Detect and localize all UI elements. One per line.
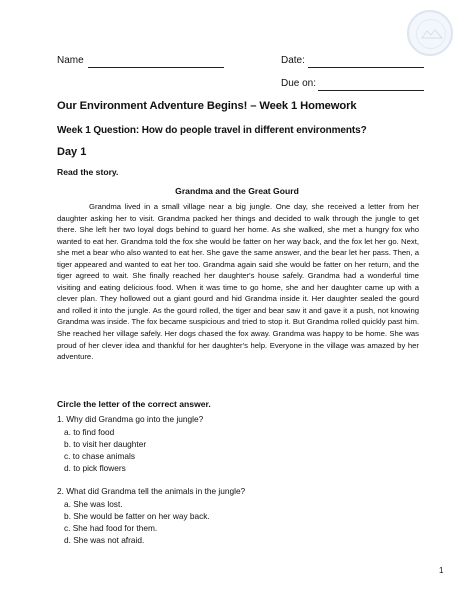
date-field[interactable] [308,67,424,68]
question-2-option-b[interactable]: b. She would be fatter on her way back. [64,511,210,521]
question-1: 1. Why did Grandma go into the jungle? [57,414,204,424]
circle-instruction: Circle the letter of the correct answer. [57,399,211,409]
question-1-option-d[interactable]: d. to pick flowers [64,463,126,473]
page-title: Our Environment Adventure Begins! – Week 1 Homework [57,100,357,112]
question-2-option-c[interactable]: c. She had food for them. [64,523,158,533]
date-label: Date: [281,55,305,66]
question-1-option-a[interactable]: a. to find food [64,427,115,437]
school-seal-logo [407,10,453,56]
question-1-option-b[interactable]: b. to visit her daughter [64,439,147,449]
question-2-option-d[interactable]: d. She was not afraid. [64,535,145,545]
read-instruction: Read the story. [57,167,119,177]
question-2: 2. What did Grandma tell the animals in the jungle? [57,486,246,496]
question-1-option-c[interactable]: c. to chase animals [64,451,136,461]
name-field[interactable] [88,67,224,68]
week-question: Week 1 Question: How do people travel in different environments? [57,125,367,136]
page-number: 1 [439,566,444,575]
name-label: Name [57,55,84,66]
day-heading: Day 1 [57,146,87,158]
story-title: Grandma and the Great Gourd [175,186,299,196]
seal-emblem-icon [421,28,443,40]
question-2-option-a[interactable]: a. She was lost. [64,499,123,509]
due-on-label: Due on: [281,78,317,89]
story-text: Grandma lived in a small village near a big jungle. One day, she received a letter from her daughter asking her to visit. Grandma packed her things and decided to walk through the jungle to get there. She left her two loyal dogs behind to guard her home. As she walked, she met a hungry fox who wanted to eat her. Grandma told the fox she would be fatter on her way back, and the fox let her go. Next, she met a bear who also wanted to eat her. She gave the same answer, and the bear let her pass. Then, a tiger appeared and wanted to eat her too. Grandma again said she would be fatter on her return, and the tiger agreed to wait. She finally reached her daughter's house safely. Grandma had a wonderful time visiting and eating delicious food. When it was time to go home, she and her daughter came up with a clever plan. They hollowed out a giant gourd and hid Grandma inside it. Her daughter sealed the gourd and rolled it into the jungle. As the gourd rolled, the tiger and bear saw it and gave it a push, not knowing Grandma was inside. The fox became suspicious and tried to stop it. But Grandma rolled quickly past him. She reached her village safely. Her dogs chased the fox away. Grandma was happy to be home. She was proud of her clever idea and thankful for her daughter's help. Everyone in the village was amazed by her adventure. [57,202,419,362]
due-on-field[interactable] [318,90,424,91]
